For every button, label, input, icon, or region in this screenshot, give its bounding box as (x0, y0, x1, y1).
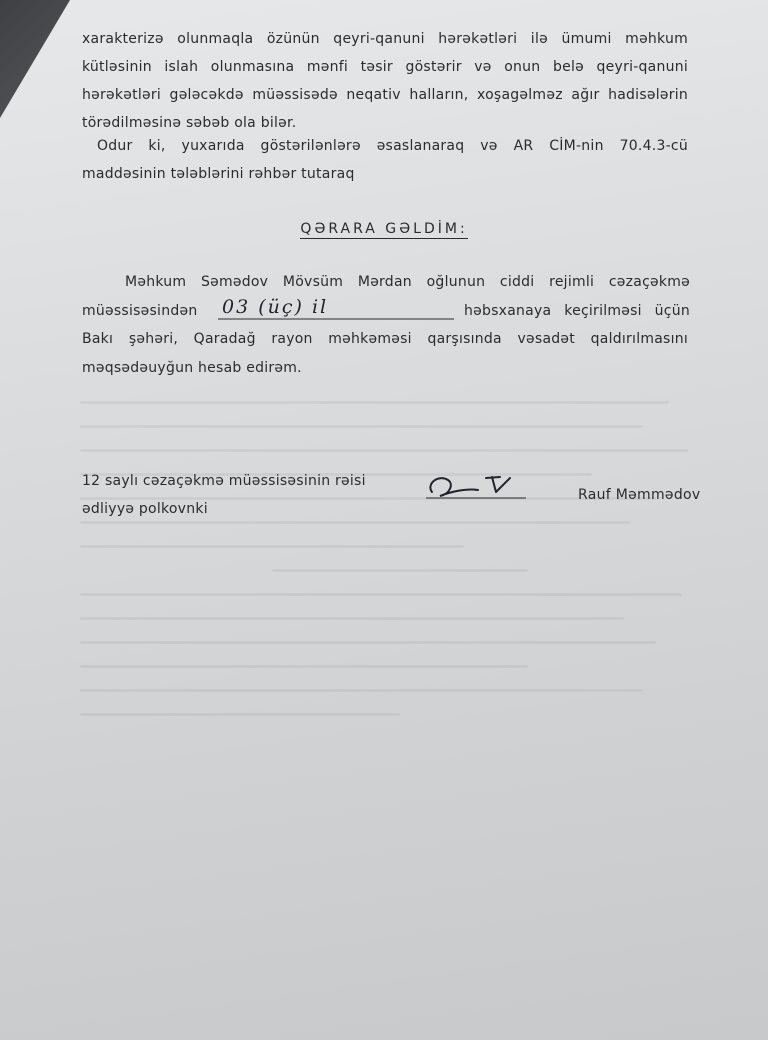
decision-line-2-start: müəssisəsindən (82, 303, 198, 319)
decision-line-4: məqsədəuyğun hesab edirəm. (82, 360, 302, 376)
paragraph-2-line-2: maddəsinin tələblərini rəhbər tutaraq (82, 166, 355, 182)
signatory-rank: ədliyyə polkovnki (82, 501, 208, 517)
paragraph-1-line-2: kütləsinin islah olunmasına mənfi təsir göstərir və onun belə qeyri-qanuni (82, 59, 688, 75)
signatory-position: 12 saylı cəzaçəkmə müəssisəsinin rəisi (82, 473, 366, 489)
decision-line-2-end: həbsxanaya keçirilməsi üçün (464, 303, 690, 319)
decision-line-1: Məhkum Səmədov Mövsüm Mərdan oğlunun ciddi rejimli cəzaçəkmə (125, 274, 690, 290)
decision-heading (0, 220, 768, 238)
reverse-side-bleed-through (80, 380, 720, 800)
handwritten-signature (420, 466, 530, 506)
handwritten-term-field (218, 298, 454, 322)
paragraph-1-line-3: hərəkətləri gələcəkdə müəssisədə neqativ halların, xoşagəlməz ağır hadisələrin (82, 87, 688, 103)
paragraph-1-line-1: xarakterizə olunmaqla özünün qeyri-qanuni hərəkətləri ilə ümumi məhkum (82, 31, 688, 47)
paragraph-2-line-1: Odur ki, yuxarıda göstərilənlərə əsaslanaraq və AR CİM-nin 70.4.3-cü (97, 138, 688, 154)
handwritten-term: 03 (üç) il (222, 298, 329, 318)
signatory-name: Rauf Məmmədov (578, 487, 701, 503)
decision-heading-text: QƏRARA GƏLDİM: (300, 221, 468, 237)
paragraph-1-line-4: törədilməsinə səbəb ola bilər. (82, 115, 297, 131)
decision-line-3: Bakı şəhəri, Qaradağ rayon məhkəməsi qarşısında vəsadət qaldırılmasını (82, 331, 688, 347)
